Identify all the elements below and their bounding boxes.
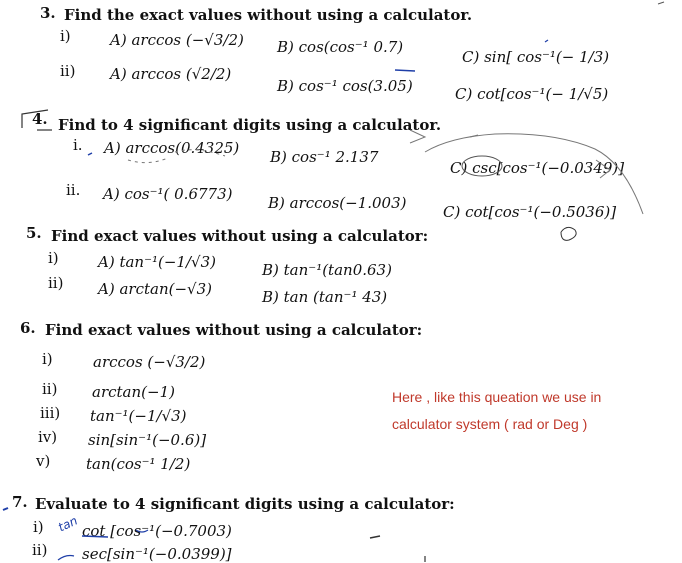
q5-i-label: i) [48,249,59,267]
q6-item-expr: arctan(−1) [92,383,175,401]
pencil-scribble [128,150,225,163]
ink-mark [136,530,148,532]
handwritten-tan: tan [55,513,80,535]
q5-title: Find exact values without using a calculator: [51,227,429,245]
pencil-curve [425,134,643,214]
q5-number: 5. [26,224,42,242]
q4-ii-label: ii. [66,181,81,199]
ink-bracket [22,110,48,128]
q4-number: 4. [32,110,48,128]
q5-ii-b: B) tan (tan⁻¹ 43) [262,288,388,306]
pencil-mark [658,2,664,4]
q3-ii-a: A) arccos (√2/2) [110,65,232,83]
q5-ii-label: ii) [48,274,64,292]
q4-i-label: i. [73,136,83,154]
q6-item-label: ii) [42,380,58,398]
q4-ii-c: C) cot[cos⁻¹(−0.5036)] [443,203,617,221]
q5-i-a: A) tan⁻¹(−1/√3) [98,253,216,271]
q3-i-label: i) [60,27,71,45]
q6-item-label: i) [42,350,53,368]
note-line-2: calculator system ( rad or Deg ) [392,416,588,432]
q3-title: Find the exact values without using a calculator. [64,6,473,24]
q7-item-label: i) [33,518,44,536]
q5-i-b: B) tan⁻¹(tan0.63) [262,261,392,279]
q5-ii-a: A) arctan(−√3) [98,280,212,298]
q3-number: 3. [40,4,56,22]
q6-item-expr: sin[sin⁻¹(−0.6)] [88,431,207,449]
ink-dot [3,508,8,510]
q7-item-expr: sec[sin⁻¹(−0.0399)] [82,545,232,563]
q6-number: 6. [20,319,36,337]
pencil-circle [462,156,502,176]
q6-item-label: v) [36,452,51,470]
q4-i-b: B) cos⁻¹ 2.137 [270,148,379,166]
q4-i-c: C) csc[cos⁻¹(−0.0349)] [450,159,625,177]
q4-i-a: A) arccos(0.4325) [104,139,240,157]
q7-item-label: ii) [32,541,48,559]
q4-ii-b: B) arccos(−1.003) [268,194,407,212]
pencil-arrow [410,130,425,143]
ink-underline [82,536,108,537]
q3-ii-c: C) cot[cos⁻¹(− 1/√5) [455,85,609,103]
q6-item-expr: arccos (−√3/2) [93,353,206,371]
note-line-1: Here , like this queation we use in [392,389,602,405]
ink-mark [58,556,74,561]
q6-item-label: iii) [40,404,61,422]
q3-ii-label: ii) [60,62,76,80]
q6-title: Find exact values without using a calculator: [45,321,423,339]
q6-item-label: iv) [38,428,58,446]
q7-title: Evaluate to 4 significant digits using a calculator: [35,495,455,513]
ink-scribble [561,227,576,240]
q4-title: Find to 4 significant digits using a calculator. [58,116,442,134]
ink-mark [88,153,92,155]
q4-ii-a: A) cos⁻¹( 0.6773) [103,185,233,203]
q7-number: 7. [12,493,28,511]
q3-i-a: A) arccos (−√3/2) [110,31,244,49]
q7-item-expr: cot [cos⁻¹(−0.7003) [82,522,232,540]
q3-ii-b: B) cos⁻¹ cos(3.05) [277,77,413,95]
ink-mark [545,40,548,42]
ink-mark [370,536,380,538]
q3-i-c: C) sin[ cos⁻¹(− 1/3) [462,48,610,66]
q6-item-expr: tan(cos⁻¹ 1/2) [86,455,191,473]
q6-item-expr: tan⁻¹(−1/√3) [90,407,187,425]
pencil-arrow [596,160,610,178]
ink-underline [395,70,415,71]
q3-i-b: B) cos(cos⁻¹ 0.7) [277,38,404,56]
